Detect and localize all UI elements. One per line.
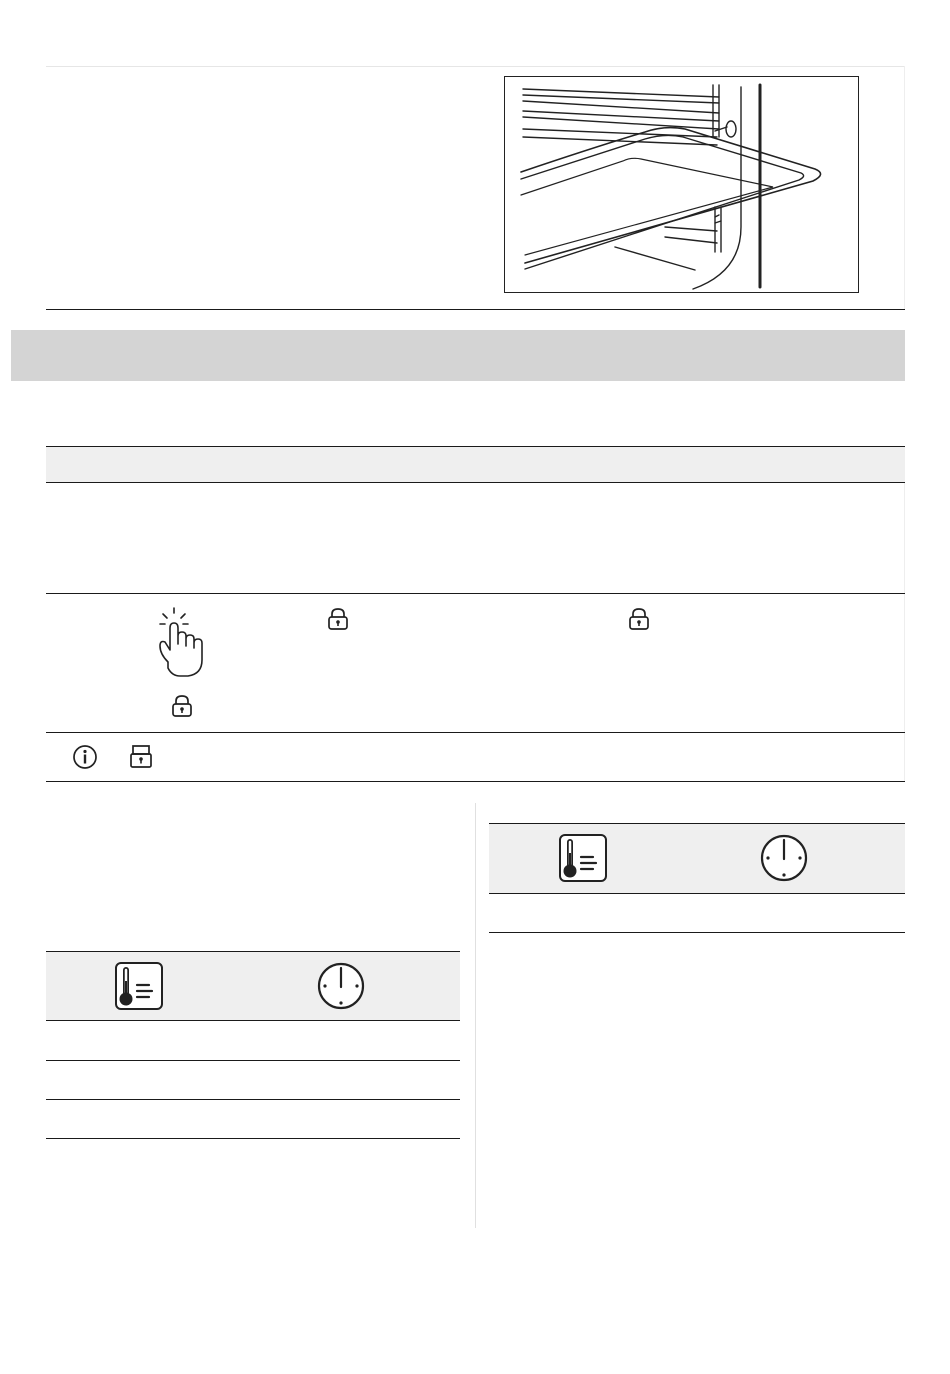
lock-table-header xyxy=(46,447,905,482)
lock-icon xyxy=(628,607,650,631)
clock-icon xyxy=(759,832,809,884)
child-lock-icon xyxy=(129,744,153,770)
lock-table-bottom-rule xyxy=(46,781,905,782)
temperature-icon xyxy=(558,833,608,883)
column-divider xyxy=(475,803,476,1228)
lock-table-row-info-note xyxy=(46,733,905,781)
lock-icon xyxy=(327,607,349,631)
symbol-table-right-header xyxy=(489,824,905,893)
symbol-table-left-row xyxy=(46,1021,460,1060)
symbol-table-left-header xyxy=(46,952,460,1020)
symbol-table-left-bottom-rule xyxy=(46,1138,460,1139)
oven-tray-illustration xyxy=(504,76,859,293)
symbol-table-left-row xyxy=(46,1061,460,1099)
lock-table-row-touch-lock xyxy=(46,594,905,732)
symbol-table-right-bottom-rule xyxy=(489,932,905,933)
info-icon xyxy=(72,744,98,770)
top-block-top-rule xyxy=(46,66,905,67)
temperature-icon xyxy=(114,961,164,1011)
clock-icon xyxy=(316,960,366,1012)
symbol-table-left-row xyxy=(46,1100,460,1138)
lock-table-row-description xyxy=(46,483,905,593)
lock-icon xyxy=(171,694,193,718)
top-block-bottom-rule xyxy=(46,309,905,310)
oven-tray-drawing xyxy=(505,77,859,293)
section-heading-band xyxy=(11,330,905,381)
top-block-right-edge xyxy=(904,66,905,309)
touch-hand-icon xyxy=(154,606,206,678)
symbol-table-right-row xyxy=(489,894,905,932)
